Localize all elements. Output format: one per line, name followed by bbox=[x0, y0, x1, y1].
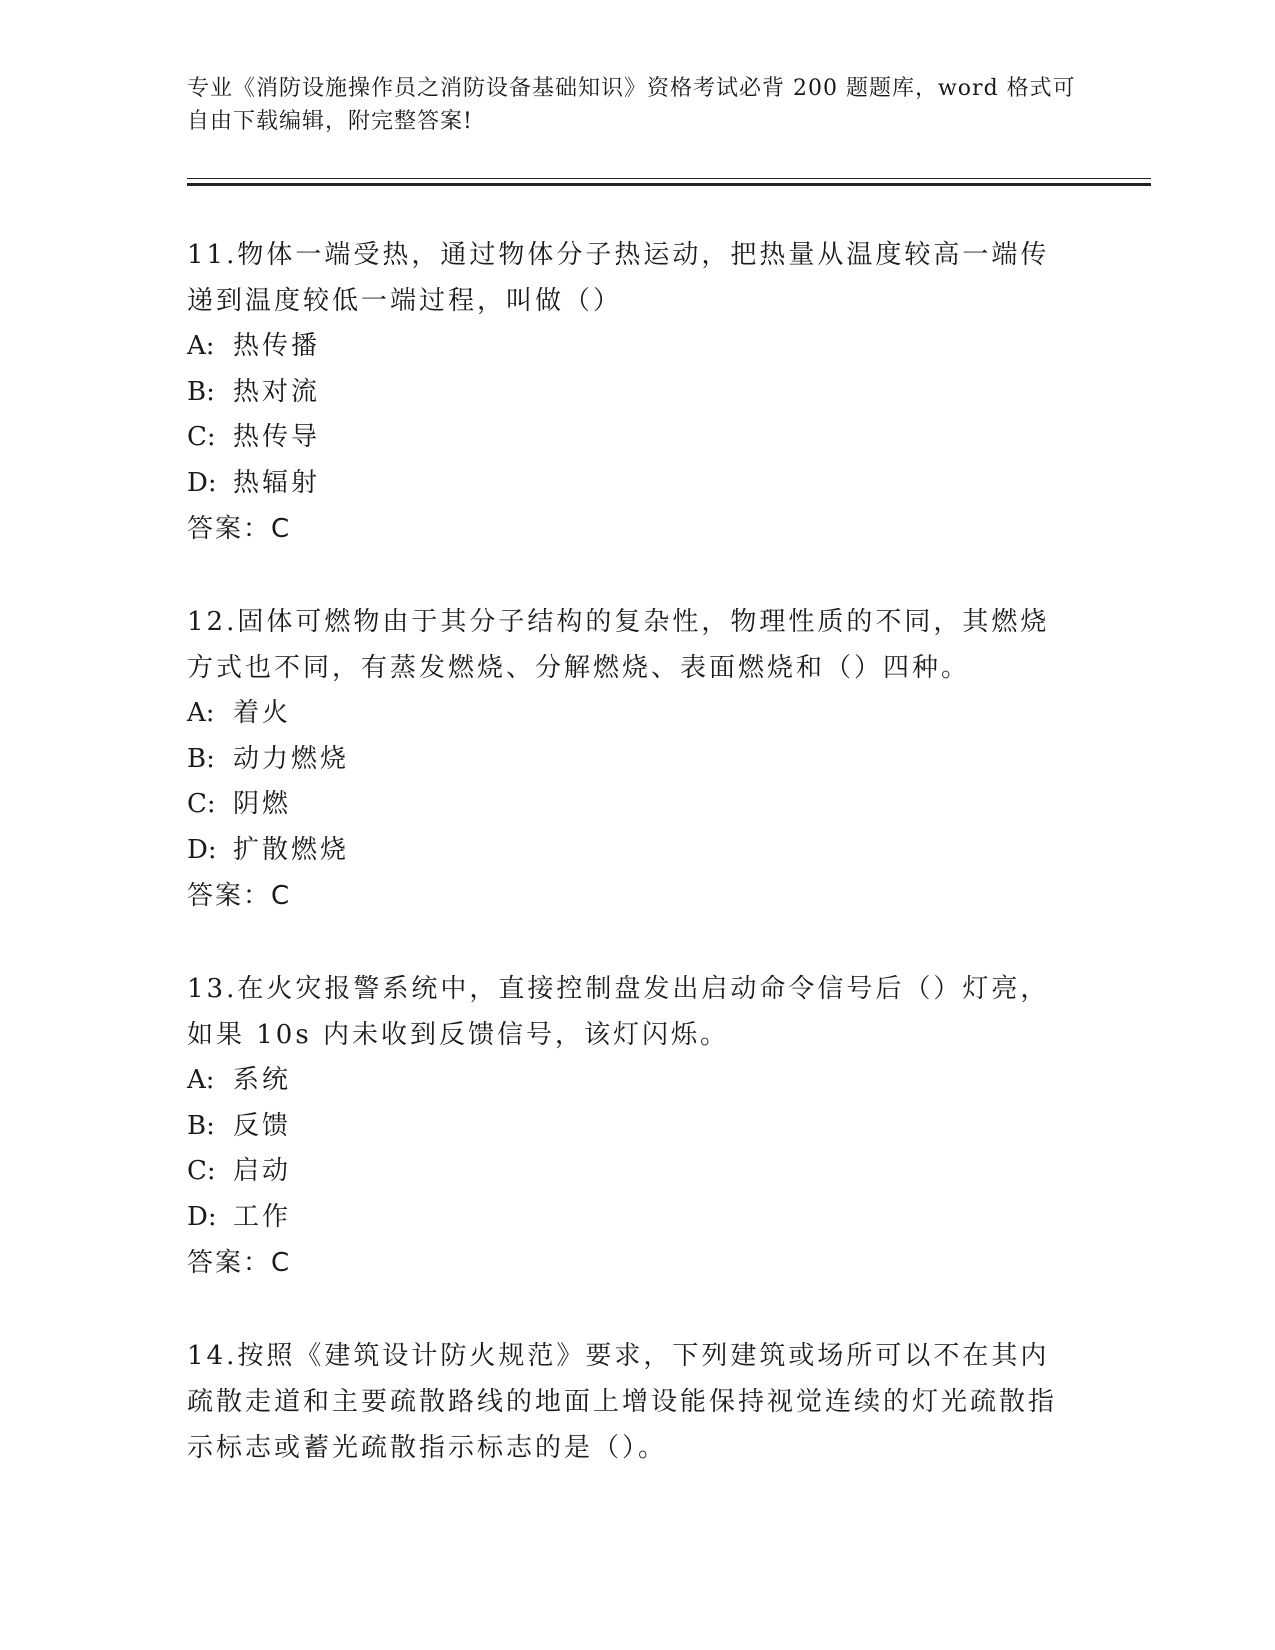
option-d bbox=[187, 1195, 1077, 1241]
option-text: 热对流 bbox=[233, 376, 321, 407]
option-key: B: bbox=[187, 1110, 215, 1141]
option-b bbox=[187, 370, 1077, 416]
option-text: 阴燃 bbox=[233, 789, 292, 819]
option-d bbox=[187, 461, 1077, 507]
option-key: C: bbox=[187, 789, 216, 819]
answer-line bbox=[187, 506, 1077, 552]
answer-line bbox=[187, 1240, 1077, 1286]
option-key: B: bbox=[187, 743, 215, 774]
option-text: 动力燃烧 bbox=[233, 743, 350, 774]
option-key: A: bbox=[187, 331, 215, 361]
question-body: 固体可燃物由于其分子结构的复杂性，物理性质的不同，其燃烧方式也不同，有蒸发燃烧、分解燃烧、表面燃烧和（）四种。 bbox=[187, 607, 1050, 683]
option-key: B: bbox=[187, 376, 215, 407]
option-key: A: bbox=[187, 1065, 215, 1095]
question-number: 12. bbox=[187, 607, 238, 637]
answer-line bbox=[187, 873, 1077, 919]
question-13 bbox=[187, 966, 1077, 1286]
option-text: 热辐射 bbox=[233, 467, 321, 498]
option-text: 工作 bbox=[233, 1201, 292, 1232]
question-text bbox=[187, 232, 1077, 324]
option-text: 反馈 bbox=[233, 1110, 292, 1141]
answer-value: C bbox=[271, 881, 291, 911]
option-text: 热传导 bbox=[233, 422, 321, 452]
option-key: C: bbox=[187, 422, 216, 452]
option-b bbox=[187, 737, 1077, 783]
option-c bbox=[187, 1149, 1077, 1195]
question-number: 13. bbox=[187, 974, 238, 1004]
question-body: 物体一端受热，通过物体分子热运动，把热量从温度较高一端传递到温度较低一端过程，叫做（） bbox=[187, 240, 1050, 316]
option-key: C: bbox=[187, 1156, 216, 1186]
option-c bbox=[187, 782, 1077, 828]
option-text: 扩散燃烧 bbox=[233, 834, 350, 865]
question-11 bbox=[187, 232, 1077, 552]
answer-value: C bbox=[271, 514, 291, 544]
header-rule-thick bbox=[187, 183, 1151, 186]
question-12 bbox=[187, 599, 1077, 919]
question-number: 11. bbox=[187, 240, 238, 270]
option-b bbox=[187, 1104, 1077, 1150]
answer-label: 答案： bbox=[187, 1248, 272, 1278]
option-key: A: bbox=[187, 698, 215, 728]
option-text: 热传播 bbox=[233, 331, 321, 361]
question-text bbox=[187, 966, 1077, 1058]
question-number: 14. bbox=[187, 1341, 238, 1371]
question-list bbox=[187, 232, 1077, 1518]
header-text: 专业《消防设施操作员之消防设备基础知识》资格考试必背 200 题题库，word 格式可自由下载编辑，附完整答案! bbox=[187, 76, 1076, 134]
answer-value: C bbox=[271, 1248, 291, 1278]
option-key: D: bbox=[187, 1201, 217, 1232]
answer-label: 答案： bbox=[187, 514, 272, 544]
question-body: 按照《建筑设计防火规范》要求，下列建筑或场所可以不在其内疏散走道和主要疏散路线的地面上增设能保持视觉连续的灯光疏散指示标志或蓄光疏散指示标志的是（）。 bbox=[187, 1341, 1058, 1463]
option-a bbox=[187, 691, 1077, 737]
option-key: D: bbox=[187, 834, 217, 865]
option-text: 启动 bbox=[233, 1156, 292, 1186]
question-text bbox=[187, 1333, 1077, 1471]
option-key: D: bbox=[187, 467, 217, 498]
question-text bbox=[187, 599, 1077, 691]
option-d bbox=[187, 828, 1077, 874]
question-body: 在火灾报警系统中，直接控制盘发出启动命令信号后（）灯亮，如果 10s 内未收到反馈信号，该灯闪烁。 bbox=[187, 974, 1050, 1050]
document-header bbox=[187, 72, 1087, 138]
question-14 bbox=[187, 1333, 1077, 1471]
header-rule-thin bbox=[187, 178, 1151, 179]
option-a bbox=[187, 324, 1077, 370]
option-a bbox=[187, 1058, 1077, 1104]
option-text: 系统 bbox=[233, 1065, 292, 1095]
option-text: 着火 bbox=[233, 698, 292, 728]
option-c bbox=[187, 415, 1077, 461]
answer-label: 答案： bbox=[187, 881, 272, 911]
